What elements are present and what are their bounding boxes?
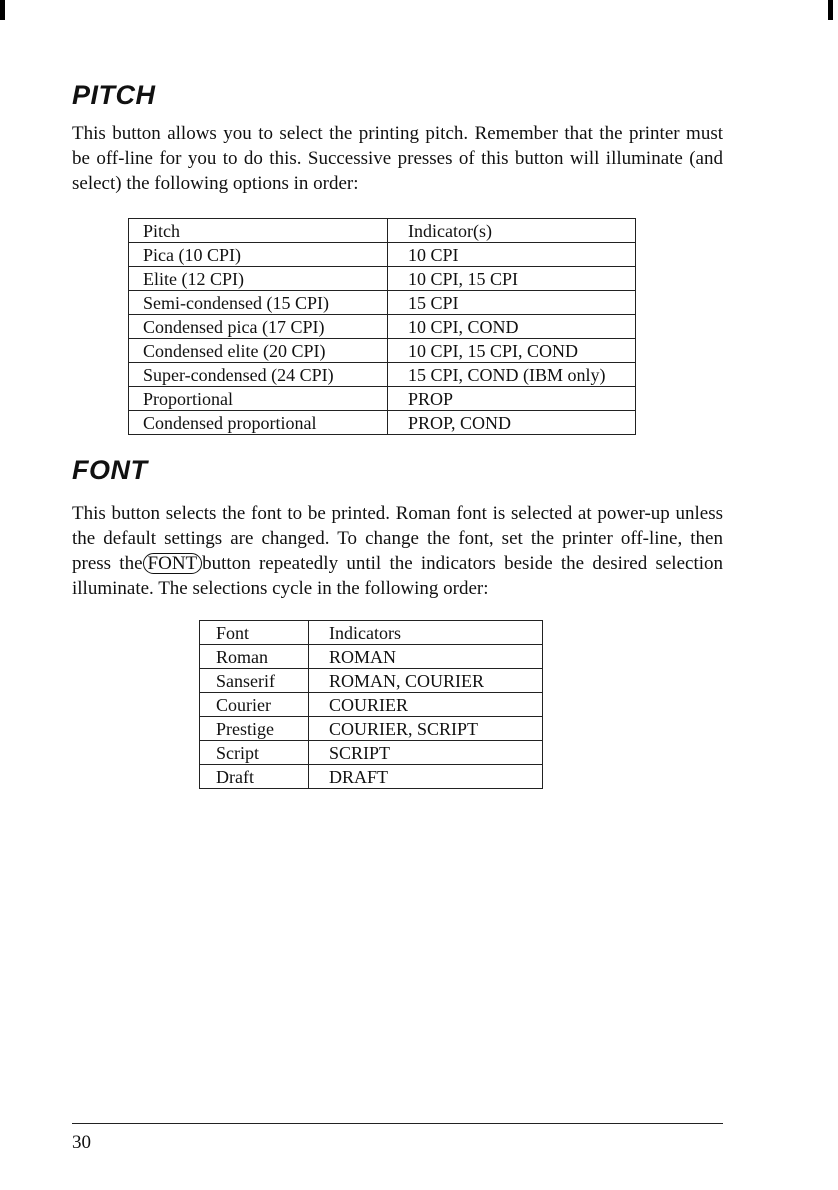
font-table-cell: SCRIPT — [309, 741, 543, 765]
pitch-table — [128, 218, 636, 435]
pitch-table-row — [129, 291, 636, 315]
font-table-cell: ROMAN — [309, 645, 543, 669]
font-table — [199, 620, 543, 789]
pitch-table-cell: Condensed pica (17 CPI) — [129, 315, 388, 339]
font-table-cell: Sanserif — [200, 669, 309, 693]
pitch-table-row — [129, 339, 636, 363]
scan-edge-mark-right — [828, 0, 833, 20]
pitch-table-header-row — [129, 219, 636, 243]
pitch-table-row — [129, 315, 636, 339]
font-table-cell: COURIER — [309, 693, 543, 717]
font-heading: FONT — [72, 455, 148, 485]
pitch-table-cell: Condensed elite (20 CPI) — [129, 339, 388, 363]
page-number: 30 — [72, 1132, 91, 1153]
font-table-cell: Script — [200, 741, 309, 765]
font-table-row — [200, 765, 543, 789]
font-table-cell: COURIER, SCRIPT — [309, 717, 543, 741]
font-table-cell: ROMAN, COURIER — [309, 669, 543, 693]
font-table-row — [200, 741, 543, 765]
pitch-table-row — [129, 243, 636, 267]
pitch-table-cell: Pica (10 CPI) — [129, 243, 388, 267]
pitch-table-row — [129, 267, 636, 291]
font-table-cell: Draft — [200, 765, 309, 789]
font-table-cell: Roman — [200, 645, 309, 669]
font-table-header-cell: Indicators — [309, 621, 543, 645]
scan-edge-mark-left — [0, 0, 5, 20]
pitch-table-header-cell: Indicator(s) — [388, 219, 636, 243]
font-table-row — [200, 645, 543, 669]
pitch-table-header-cell: Pitch — [129, 219, 388, 243]
pitch-table-cell: 10 CPI — [388, 243, 636, 267]
pitch-table-cell: Condensed proportional — [129, 411, 388, 435]
pitch-table-cell: 15 CPI, COND (IBM only) — [388, 363, 636, 387]
pitch-table-row — [129, 411, 636, 435]
font-table-row — [200, 717, 543, 741]
footer-rule — [72, 1123, 723, 1124]
pitch-table-cell: 10 CPI, 15 CPI, COND — [388, 339, 636, 363]
pitch-table-cell: 10 CPI, 15 CPI — [388, 267, 636, 291]
font-table-cell: Courier — [200, 693, 309, 717]
font-description-lead: This button selects the font to be printed. Roman font is selected at power-up unless the default settings are changed. To change the font, set the printer off-line, then press the — [72, 503, 723, 574]
font-table-row — [200, 693, 543, 717]
pitch-table-cell: Proportional — [129, 387, 388, 411]
font-button-symbol: FONT — [143, 553, 203, 574]
pitch-table-cell: PROP — [388, 387, 636, 411]
font-table-cell: DRAFT — [309, 765, 543, 789]
pitch-heading: PITCH — [72, 80, 156, 110]
pitch-table-row — [129, 387, 636, 411]
pitch-table-cell: 15 CPI — [388, 291, 636, 315]
pitch-description: This button allows you to select the printing pitch. Remember that the printer must be off-line for you to do this. Successive presses of this button will illuminate (and select) the following options in order: — [72, 123, 723, 194]
pitch-table-cell: Elite (12 CPI) — [129, 267, 388, 291]
pitch-table-cell: 10 CPI, COND — [388, 315, 636, 339]
pitch-table-cell: Semi-condensed (15 CPI) — [129, 291, 388, 315]
font-table-row — [200, 669, 543, 693]
font-description — [72, 501, 723, 601]
font-description-tail: button repeatedly until the indicators beside the desired selection illuminate. The selections cycle in the following order: — [72, 553, 724, 599]
pitch-table-row — [129, 363, 636, 387]
font-table-cell: Prestige — [200, 717, 309, 741]
pitch-table-cell: PROP, COND — [388, 411, 636, 435]
font-table-header-row — [200, 621, 543, 645]
font-table-header-cell: Font — [200, 621, 309, 645]
pitch-table-cell: Super-condensed (24 CPI) — [129, 363, 388, 387]
